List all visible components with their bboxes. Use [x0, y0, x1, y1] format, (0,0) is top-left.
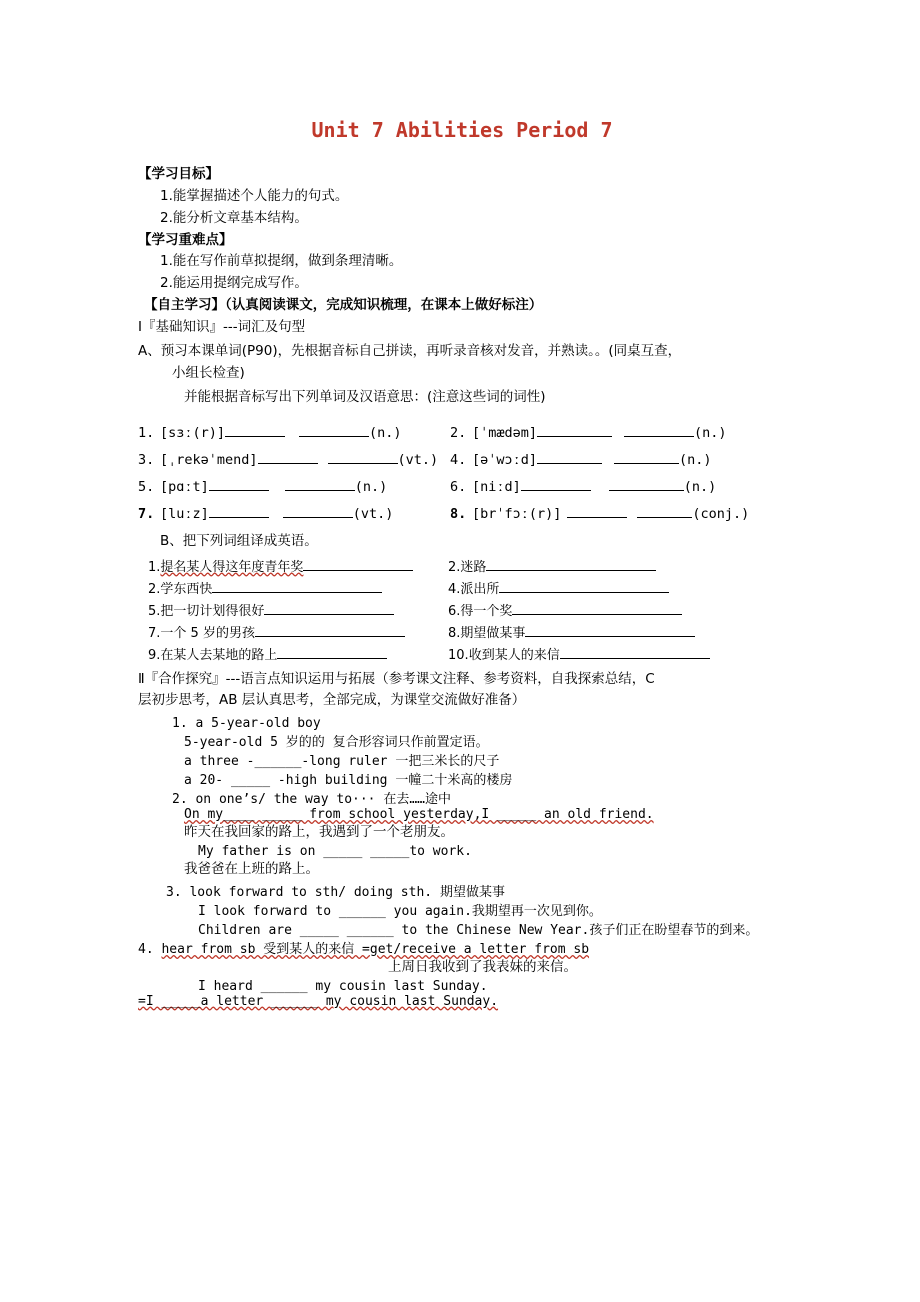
vocab-pos: (n.)	[694, 425, 727, 442]
point-head-text: a 5-year-old boy	[195, 716, 321, 732]
answer-blank[interactable]	[512, 601, 682, 614]
part1-heading-text: Ⅰ『基础知识』---词汇及句型	[138, 319, 306, 336]
point-head	[138, 938, 786, 957]
point-label: 3.	[166, 885, 182, 900]
goals-heading: 【学习目标】	[138, 166, 219, 182]
vocab-phonetic: [ˌrekəˈmend]	[160, 452, 258, 469]
vocab-row	[138, 450, 786, 468]
answer-blank[interactable]	[264, 601, 394, 614]
vocab-number: 2.	[450, 425, 467, 442]
phrase-row	[138, 600, 786, 619]
answer-blank[interactable]	[525, 623, 695, 636]
phrase-number: 4.	[448, 581, 461, 597]
point-label: 1.	[172, 716, 188, 732]
phrase-text: 得一个奖	[460, 603, 513, 619]
vocab-phonetic: [brˈfɔː(r)]	[472, 505, 562, 522]
vocab-row	[138, 477, 786, 495]
phrase-text: 期望做某事	[460, 625, 526, 641]
vocab-item	[450, 504, 749, 522]
partA-line-3: 并能根据音标写出下列单词及汉语意思：(注意这些词的词性)	[184, 388, 546, 405]
point-line	[138, 994, 786, 1009]
phrase-number: 2.	[148, 581, 161, 597]
answer-blank[interactable]	[486, 557, 656, 570]
phrase-number: 9.	[148, 647, 161, 663]
part2-heading-line-1: Ⅱ『合作探究』---语言点知识运用与拓展（参考课文注释、参考资料，自我探索总结，C	[138, 670, 655, 687]
vocab-pos: (vt.)	[397, 452, 439, 469]
phrase-text: 在某人去某地的路上	[160, 647, 278, 663]
phrase-item	[138, 622, 448, 641]
partA-line-1: A、预习本课单词(P90)，先根据音标自己拼读，再听录音核对发音，并熟读。。(同桌互查，	[138, 342, 682, 359]
point-line: 昨天在我回家的路上，我遇到了一个老朋友。	[184, 824, 454, 841]
vocab-item	[138, 450, 450, 468]
phrase-text: 派出所	[460, 581, 500, 597]
goal-item: 2.能分析文章基本结构。	[160, 209, 308, 226]
point-line-text: =I _____a letter ______ my cousin last Sunday.	[138, 993, 499, 1009]
phrase-text: 一个 5 岁的男孩	[160, 625, 255, 641]
answer-blank[interactable]	[560, 645, 710, 658]
phrase-item	[138, 600, 448, 619]
vocab-pos: (n.)	[683, 478, 717, 495]
vocab-number: 8.	[450, 505, 467, 522]
selfstudy-heading: 【自主学习】（认真阅读课文，完成知识梳理，在课本上做好标注）	[144, 297, 543, 314]
difficulty-item: 1.能在写作前草拟提纲，做到条理清晰。	[160, 253, 403, 270]
phrase-item	[448, 622, 776, 641]
answer-blank[interactable]	[328, 450, 398, 464]
answer-blank[interactable]	[299, 423, 369, 437]
vocab-row	[138, 423, 786, 441]
phrase-number: 5.	[148, 603, 161, 619]
vocab-pos: (vt.)	[352, 505, 394, 522]
phrase-number: 6.	[448, 603, 461, 619]
phrase-row	[138, 644, 786, 663]
vocab-phonetic: [əˈwɔːd]	[472, 452, 538, 469]
point-head-text: look forward to sth/ doing sth. 期望做某事	[189, 885, 505, 900]
answer-blank[interactable]	[567, 504, 627, 518]
vocab-phonetic: [sɜː(r)]	[160, 425, 226, 442]
phrase-item	[138, 556, 448, 575]
phrase-number: 8.	[448, 625, 461, 641]
point-label: 4.	[138, 942, 154, 957]
vocab-item	[138, 504, 450, 522]
phrase-number: 10.	[448, 647, 469, 663]
point-line: I heard ______ my cousin last Sunday.	[198, 978, 488, 994]
vocab-number: 6.	[450, 478, 467, 495]
goal-item: 1.能掌握描述个人能力的句式。	[160, 187, 349, 204]
answer-blank[interactable]	[303, 557, 413, 570]
phrase-item	[448, 600, 776, 619]
partB-heading: B、把下列词组译成英语。	[160, 532, 318, 549]
document-content	[138, 118, 786, 1009]
vocab-pos: (n.)	[679, 452, 712, 469]
vocab-item	[450, 450, 712, 468]
phrase-item	[448, 556, 776, 575]
vocab-row	[138, 504, 786, 522]
phrase-number: 2.	[448, 559, 461, 575]
phrase-text: 学东西快	[160, 581, 213, 597]
point-line: 我爸爸在上班的路上。	[184, 861, 319, 878]
vocab-item	[450, 423, 727, 441]
phrase-item	[138, 578, 448, 597]
answer-blank[interactable]	[209, 477, 269, 491]
point-head	[138, 881, 786, 900]
point-line: My father is on _____ _____to work.	[198, 844, 472, 860]
phrase-text: 收到某人的来信	[468, 647, 560, 663]
answer-blank[interactable]	[614, 450, 679, 464]
answer-blank[interactable]	[499, 579, 669, 592]
vocab-pos: (n.)	[369, 425, 402, 442]
vocab-number: 4.	[450, 452, 467, 469]
vocab-phonetic: [niːd]	[472, 478, 521, 495]
answer-blank[interactable]	[225, 423, 285, 437]
vocab-number: 3.	[138, 452, 155, 469]
point-line: I look forward to ______ you again.我期望再一次见到你。	[198, 904, 602, 919]
point-line: a three -______-long ruler 一把三米长的尺子	[184, 754, 500, 770]
point-line: Children are _____ ______ to the Chinese New Year.孩子们正在盼望春节的到来。	[198, 923, 759, 938]
phrase-row	[138, 578, 786, 597]
phrase-item	[448, 578, 776, 597]
answer-blank[interactable]	[277, 645, 387, 658]
answer-blank[interactable]	[209, 504, 269, 518]
phrase-item	[138, 644, 448, 663]
point-line	[138, 807, 786, 822]
answer-blank[interactable]	[283, 504, 353, 518]
vocab-phonetic: [pɑːt]	[160, 478, 209, 495]
answer-blank[interactable]	[537, 423, 612, 437]
point-line-text: On my____ _____ from school yesterday,I _____ an old friend.	[184, 807, 654, 823]
vocab-pos: (n.)	[354, 478, 388, 495]
answer-blank[interactable]	[212, 579, 382, 592]
vocab-phonetic: [luːz]	[160, 505, 209, 522]
difficulty-heading: 【学习重难点】	[138, 231, 233, 248]
difficulty-item: 2.能运用提纲完成写作。	[160, 275, 308, 292]
answer-blank[interactable]	[258, 450, 318, 464]
vocab-phonetic: [ˈmædəm]	[472, 425, 538, 442]
phrase-item	[448, 644, 776, 663]
part2-heading-line-2: 层初步思考，AB 层认真思考，全部完成，为课堂交流做好准备）	[138, 692, 526, 709]
point-head	[138, 716, 786, 731]
answer-blank[interactable]	[537, 450, 602, 464]
phrase-row	[138, 556, 786, 575]
vocab-number: 5.	[138, 478, 155, 495]
vocab-pos: (conj.)	[692, 505, 750, 522]
answer-blank[interactable]	[521, 477, 591, 491]
phrase-text: 把一切计划得很好	[160, 603, 265, 619]
phrase-text: 迷路	[460, 559, 487, 575]
answer-blank[interactable]	[637, 504, 692, 518]
vocab-item	[138, 477, 450, 495]
page-title: Unit 7 Abilities Period 7	[311, 118, 613, 142]
answer-blank[interactable]	[255, 623, 405, 636]
point-line: 5-year-old 5 岁的的 复合形容词只作前置定语。	[184, 735, 489, 751]
vocab-item	[138, 423, 450, 441]
partA-line-2: 小组长检查)	[172, 364, 245, 381]
point-line: a 20- _____ -high building 一幢二十米高的楼房	[184, 773, 513, 789]
point-label: 2.	[172, 792, 188, 808]
answer-blank[interactable]	[609, 477, 684, 491]
vocab-item	[450, 477, 716, 495]
point-head	[138, 788, 786, 807]
phrase-number: 7.	[148, 625, 161, 641]
part1-heading	[138, 317, 786, 339]
point-line: 上周日我收到了我表妹的来信。	[388, 959, 577, 975]
vocab-number: 1.	[138, 425, 155, 442]
phrase-number: 1.	[148, 559, 161, 575]
point-head-text: on one’s/ the way to··· 在去……途中	[195, 792, 451, 808]
vocab-number: 7.	[138, 505, 155, 522]
phrase-text: 提名某人得这年度青年奖	[160, 559, 304, 575]
answer-blank[interactable]	[285, 477, 355, 491]
answer-blank[interactable]	[624, 423, 694, 437]
phrase-row	[138, 622, 786, 641]
point-head-text: hear from sb 受到某人的来信 =get/receive a letter from sb	[161, 942, 590, 957]
